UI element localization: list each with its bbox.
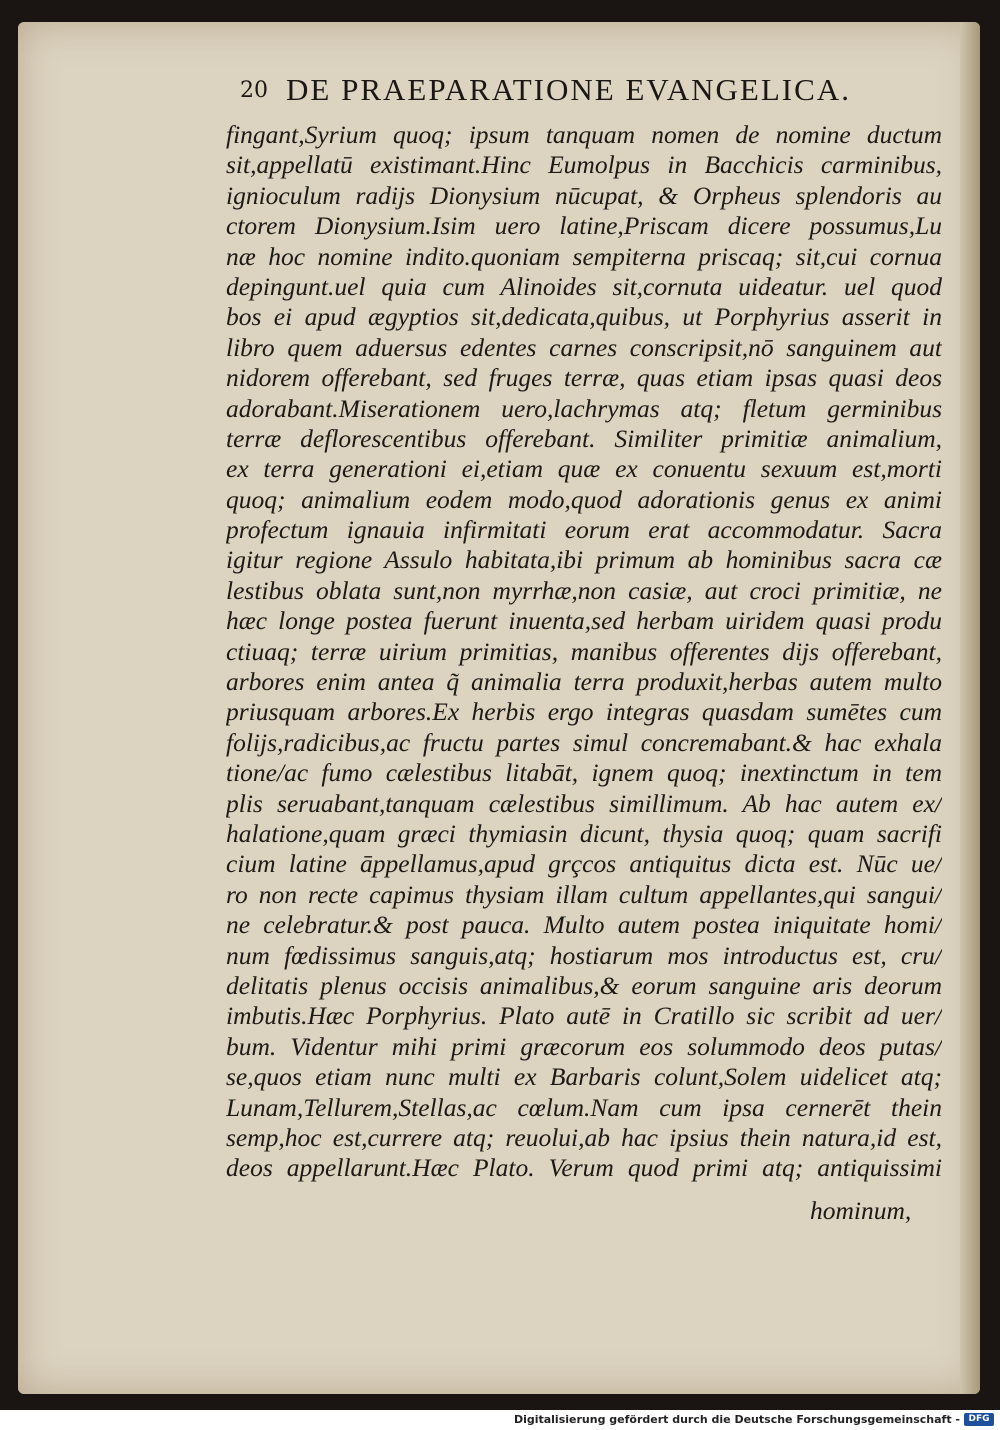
text-line: adorabant.Miserationem uero,lachrymas atq; fletum germinibus	[226, 393, 942, 423]
page-number: 20	[240, 78, 268, 103]
text-line: nidorem offerebant, sed fruges terræ, quas etiam ipsas quasi deos	[226, 363, 942, 393]
text-line: ne celebratur.& post pauca. Multo autem postea iniquitate homi/	[226, 910, 942, 940]
text-line: libro quem aduersus edentes carnes conscripsit,nō sanguinem aut	[226, 332, 942, 362]
page-edge	[960, 22, 980, 1394]
text-line: profectum ignauia infirmitati eorum erat accommodatur. Sacra	[226, 515, 942, 545]
text-line: igitur regione Assulo habitata,ibi primum ab hominibus sacra cæ	[226, 545, 942, 575]
text-line: fingant,Syrium quoq; ipsum tanquam nomen de nomine ductum	[226, 120, 942, 149]
text-line: deos appellarunt.Hæc Plato. Verum quod primi atq; antiquissimi	[226, 1153, 942, 1183]
text-line: ignioculum radijs Dionysium nūcupat, & Orpheus splendoris au	[226, 180, 942, 210]
text-line: ex terra generationi ei,etiam quæ ex conuentu sexuum est,morti	[226, 454, 942, 484]
text-line: ctiuaq; terræ uirium primitias, manibus offerentes dijs offerebant,	[226, 636, 942, 666]
text-line: plis seruabant,tanquam cælestibus simillimum. Ab hac autem ex/	[226, 788, 942, 818]
page-header	[240, 72, 960, 116]
text-line: Lunam,Tellurem,Stellas,ac cœlum.Nam cum ipsa cernerēt thein	[226, 1092, 942, 1122]
text-line: bos ei apud ægyptios sit,dedicata,quibus, ut Porphyrius asserit in	[226, 302, 942, 332]
text-line: lestibus oblata sunt,non myrrhæ,non casiæ, aut croci primitiæ, ne	[226, 575, 942, 605]
footer	[0, 1410, 1000, 1430]
text-line: bum. Videntur mihi primi græcorum eos solummodo deos putas/	[226, 1031, 942, 1061]
dfg-logo: DFG	[964, 1413, 994, 1426]
text-line: quoq; animalium eodem modo,quod adorationis genus ex animi	[226, 484, 942, 514]
text-line: ctorem Dionysium.Isim uero latine,Priscam dicere possumus,Lu	[226, 211, 942, 241]
text-line: tione/ac fumo cælestibus litabāt, ignem quoq; inextinctum in tem	[226, 758, 942, 788]
text-line: terræ deflorescentibus offerebant. Similiter primitiæ animalium,	[226, 423, 942, 453]
text-line: num fœdissimus sanguis,atq; hostiarum mos introductus est, cru/	[226, 940, 942, 970]
text-line: ro non recte capimus thysiam illam cultum appellantes,qui sangui/	[226, 879, 942, 909]
text-line: delitatis plenus occisis animalibus,& eorum sanguine aris deorum	[226, 970, 942, 1000]
text-line: halatione,quam græci thymiasin dicunt, thysia quoq; quam sacrifi	[226, 818, 942, 848]
text-line: semp,hoc est,currere atq; reuolui,ab hac ipsius thein natura,id est,	[226, 1122, 942, 1152]
text-line: se,quos etiam nunc multi ex Barbaris colunt,Solem uidelicet atq;	[226, 1062, 942, 1092]
text-line: næ hoc nomine indito.quoniam sempiterna priscaq; sit,cui cornua	[226, 241, 942, 271]
text-line: folijs,radicibus,ac fructu partes simul concremabant.& hac exhala	[226, 727, 942, 757]
funding-credit: Digitalisierung gefördert durch die Deutsche Forschungsgemeinschaft -	[513, 1413, 960, 1426]
text-line: sit,appellatū existimant.Hinc Eumolpus in Bacchicis carminibus,	[226, 150, 942, 180]
text-line: priusquam arbores.Ex herbis ergo integras quasdam sumētes cum	[226, 697, 942, 727]
catchword: hominum,	[810, 1196, 912, 1225]
text-line: hæc longe postea fuerunt inuenta,sed herbam uiridem quasi produ	[226, 606, 942, 636]
text-line: imbutis.Hæc Porphyrius. Plato autē in Cratillo sic scribit ad uer/	[226, 1001, 942, 1031]
text-line: cium latine āppellamus,apud grçcos antiquitus dicta est. Nūc ue/	[226, 849, 942, 879]
text-line: arbores enim antea q̃ animalia terra produxit,herbas autem multo	[226, 667, 942, 697]
text-line: depingunt.uel quia cum Alinoides sit,cornuta uideatur. uel quod	[226, 271, 942, 301]
body-text	[226, 120, 942, 1184]
running-title: DE PRAEPARATIONE EVANGELICA.	[286, 72, 851, 107]
